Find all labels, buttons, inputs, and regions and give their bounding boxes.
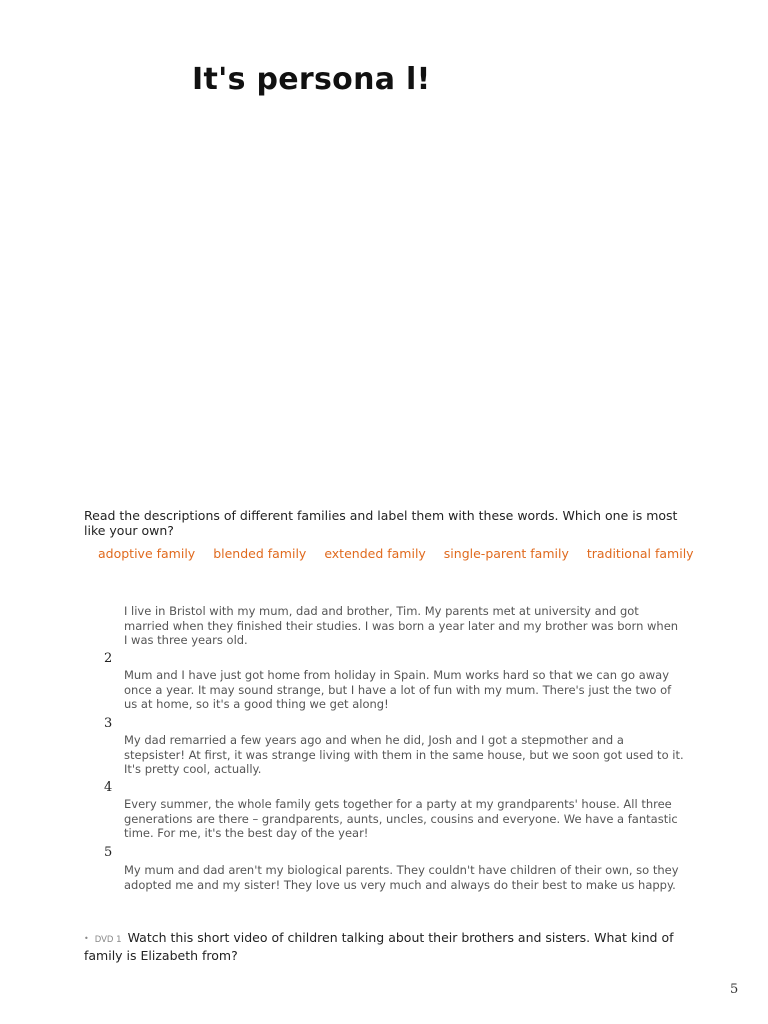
description-1-text: I live in Bristol with my mum, dad and brother, Tim. My parents met at university and got married when they finished their studies. I was born a year later and my brother was born when I was three years old. — [124, 604, 679, 648]
description-2-text: Mum and I have just got home from holiday in Spain. Mum works hard so that we can go away once a year. It may sound strange, but I have a lot of fun with my mum. There's just the two of us at home, so it's a good thing we get along! — [124, 668, 672, 712]
description-4-number: 4 — [104, 780, 113, 795]
exercise-instruction: Read the descriptions of different families and label them with these words. Which one is most like your own? — [84, 508, 678, 538]
video-exercise-text: Watch this short video of children talking about their brothers and sisters. What kind of family is Elizabeth from? — [84, 930, 674, 963]
description-2-number: 2 — [104, 651, 113, 666]
video-exercise — [84, 930, 684, 963]
word-bank-item-extended: extended family — [324, 546, 426, 561]
description-5-text: My mum and dad aren't my biological parents. They couldn't have children of their own, so they adopted me and my sister! They love us very much and always do their best to make us happy. — [124, 863, 679, 892]
page-title: It's persona l! — [192, 62, 431, 97]
word-bank-item-adoptive: adoptive family — [98, 546, 196, 561]
bullet-icon: • — [84, 934, 89, 943]
word-bank-item-single-parent: single-parent family — [443, 546, 569, 561]
description-3-text: My dad remarried a few years ago and when he did, Josh and I got a stepmother and a stepsister! At first, it was strange living with them in the same house, but we soon got used to it. It's pretty cool, actually. — [124, 733, 684, 777]
dvd-label: DVD 1 — [94, 935, 122, 945]
description-4-text: Every summer, the whole family gets together for a party at my grandparents' house. All three generations are there – grandparents, aunts, uncles, cousins and everyone. We have a fantastic time. For me, it's the best day of the year! — [124, 797, 678, 841]
description-5-number: 5 — [104, 845, 113, 860]
word-bank — [98, 546, 698, 561]
page-number: 5 — [730, 982, 739, 997]
description-3-number: 3 — [104, 716, 113, 731]
word-bank-item-traditional: traditional family — [586, 546, 694, 561]
word-bank-item-blended: blended family — [213, 546, 307, 561]
